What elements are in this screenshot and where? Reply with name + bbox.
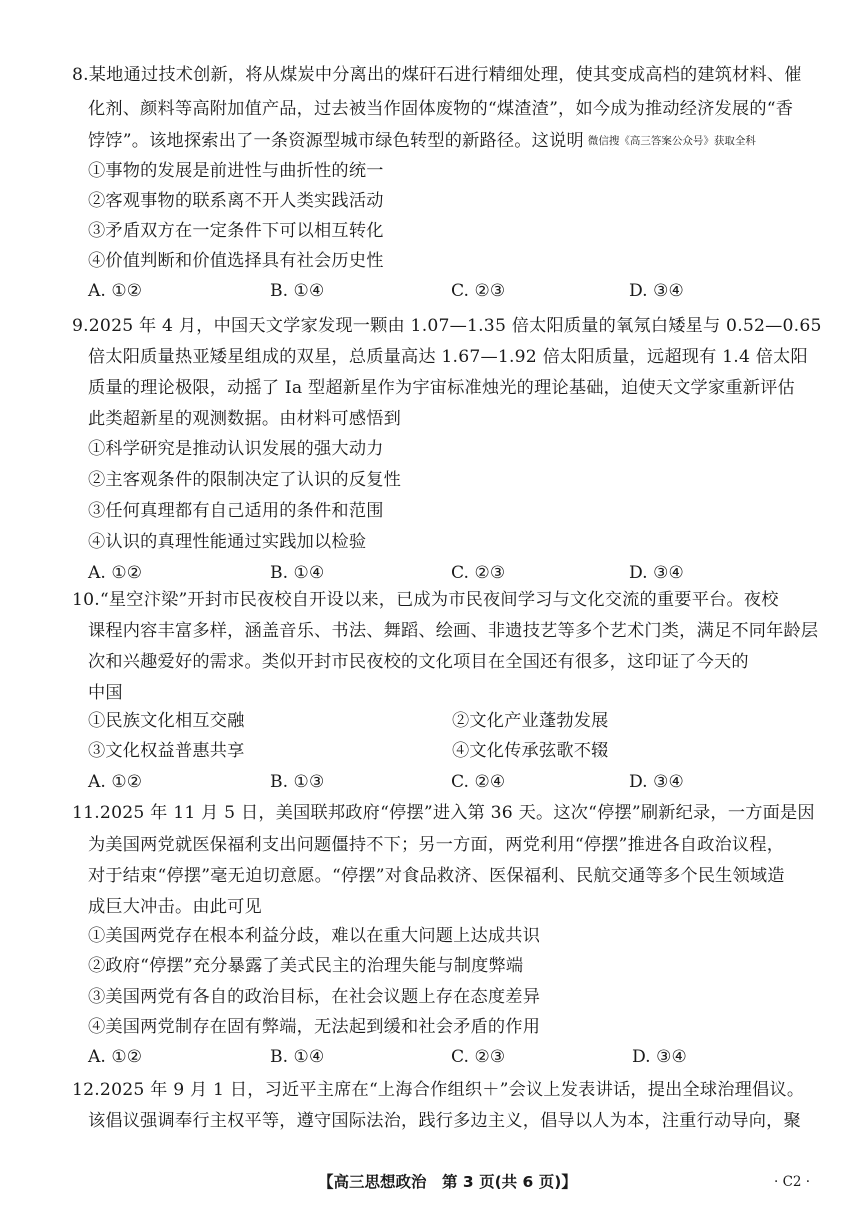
choice-c: C. ②③ (451, 1047, 506, 1067)
choice-a: A. ①② (88, 1047, 143, 1067)
question-stem-line: 此类超新星的观测数据。由材料可感悟到 (88, 409, 401, 429)
option-item: ①事物的发展是前进性与曲折性的统一 (88, 161, 384, 181)
watermark-text: 微信搜《高三答案公众号》获取全科 (587, 135, 756, 147)
question-stem-line: 为美国两党就医保福利支出问题僵持不下；另一方面，两党利用“停摆”推进各自政治议程， (88, 835, 785, 855)
choice-b: B. ①③ (270, 772, 325, 792)
option-item: ④价值判断和价值选择具有社会历史性 (88, 251, 384, 271)
question-stem-line: 9.2025 年 4 月，中国天文学家发现一颗由 1.07—1.35 倍太阳质量的氧氖白矮星与 0.52—0.65 (72, 316, 822, 336)
choice-d: D. ③④ (629, 281, 684, 301)
choice-d: D. ③④ (632, 1047, 687, 1067)
choice-d: D. ③④ (629, 563, 684, 583)
choice-a: A. ①② (88, 281, 143, 301)
choice-b: B. ①④ (270, 1047, 325, 1067)
question-stem-line: 8.某地通过技术创新，将从煤炭中分离出的煤矸石进行精细处理，使其变成高档的建筑材料、催 (72, 65, 802, 85)
footer-code: · C2 · (774, 1174, 811, 1190)
option-item: ③矛盾双方在一定条件下可以相互转化 (88, 221, 384, 241)
option-item: ④文化传承弦歌不辍 (452, 741, 609, 761)
choice-c: C. ②③ (451, 563, 506, 583)
choice-b: B. ①④ (270, 563, 325, 583)
footer-page-info: 【高三思想政治 第 3 页(共 6 页)】 (318, 1173, 577, 1191)
option-item: ④美国两党制存在固有弊端，无法起到缓和社会矛盾的作用 (88, 1017, 541, 1037)
question-stem-line: 课程内容丰富多样，涵盖音乐、书法、舞蹈、绘画、非遗技艺等多个艺术门类，满足不同年龄层 (88, 621, 819, 641)
choice-c: C. ②④ (451, 772, 506, 792)
option-item: ③任何真理都有自己适用的条件和范围 (88, 501, 384, 521)
choice-a: A. ①② (88, 772, 143, 792)
option-item: ①民族文化相互交融 (88, 711, 245, 731)
choice-a: A. ①② (88, 563, 143, 583)
question-stem-line: 成巨大冲击。由此可见 (88, 897, 262, 917)
option-item: ②主客观条件的限制决定了认识的反复性 (88, 470, 401, 490)
option-item: ②文化产业蓬勃发展 (452, 711, 609, 731)
option-item: ①科学研究是推动认识发展的强大动力 (88, 439, 384, 459)
question-stem-line: 倍太阳质量热亚矮星组成的双星，总质量高达 1.67—1.92 倍太阳质量，远超现有 1.4 倍太阳 (88, 347, 808, 367)
question-stem-line: 11.2025 年 11 月 5 日，美国联邦政府“停摆”进入第 36 天。这次“停摆”刷新纪录，一方面是因 (72, 803, 815, 823)
page-footer (0, 1168, 868, 1196)
option-item: ①美国两党存在根本利益分歧，难以在重大问题上达成共识 (88, 926, 541, 946)
choice-c: C. ②③ (451, 281, 506, 301)
option-item: ③美国两党有各自的政治目标，在社会议题上存在态度差异 (88, 987, 541, 1007)
option-item: ③文化权益普惠共享 (88, 741, 245, 761)
choice-b: B. ①④ (270, 281, 325, 301)
question-stem-line: 12.2025 年 9 月 1 日，习近平主席在“上海合作组织＋”会议上发表讲话，提出全球治理倡议。 (72, 1080, 805, 1100)
question-stem-line: 饽饽”。该地探索出了一条资源型城市绿色转型的新路径。这说明 微信搜《高三答案公众号》获取全科 (88, 131, 756, 151)
question-stem-line: 质量的理论极限，动摇了 Ia 型超新星作为宇宙标准烛光的理论基础，迫使天文学家重新评估 (88, 378, 795, 398)
option-item: ④认识的真理性能通过实践加以检验 (88, 532, 367, 552)
question-stem-line: 次和兴趣爱好的需求。类似开封市民夜校的文化项目在全国还有很多，这印证了今天的 (88, 652, 749, 672)
option-item: ②政府“停摆”充分暴露了美式民主的治理失能与制度弊端 (88, 956, 524, 976)
question-stem-line: 10.“星空汴梁”开封市民夜校自开设以来，已成为市民夜间学习与文化交流的重要平台。夜校 (72, 590, 779, 610)
choice-d: D. ③④ (629, 772, 684, 792)
question-stem-line: 该倡议强调奉行主权平等，遵守国际法治，践行多边主义，倡导以人为本，注重行动导向，聚 (88, 1111, 801, 1131)
option-item: ②客观事物的联系离不开人类实践活动 (88, 191, 384, 211)
question-stem-line: 对于结束“停摆”毫无迫切意愿。“停摆”对食品救济、医保福利、民航交通等多个民生领域造 (88, 866, 785, 886)
question-stem-line: 中国 (88, 683, 123, 703)
question-stem-line: 化剂、颜料等高附加值产品，过去被当作固体废物的“煤渣渣”，如今成为推动经济发展的“香 (88, 99, 794, 119)
